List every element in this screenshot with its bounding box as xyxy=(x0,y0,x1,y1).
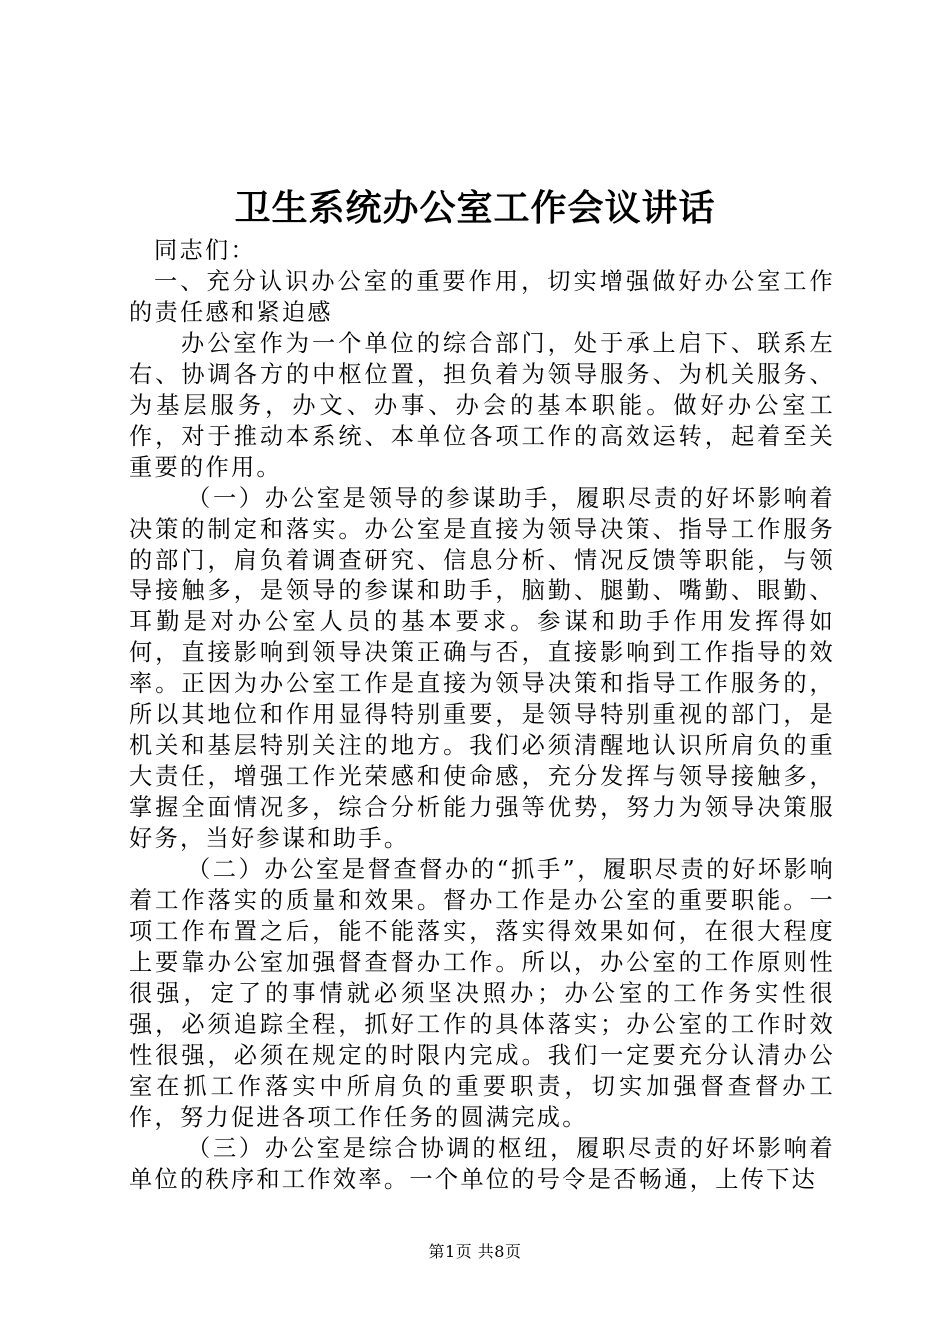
body-paragraph: （一）办公室是领导的参谋助手，履职尽责的好坏影响着决策的制定和落实。办公室是直接为领导决策、指导工作服务的部门，肩负着调查研究、信息分析、情况反馈等职能，与领导接触多，是领导的参谋和助手，脑勤、腿勤、嘴勤、眼勤、耳勤是对办公室人员的基本要求。参谋和助手作用发挥得如何，直接影响到领导决策正确与否，直接影响到工作指导的效率。正因为办公室工作是直接为领导决策和指导工作服务的，所以其地位和作用显得特别重要，是领导特别重视的部门，是机关和基层特别关注的地方。我们必须清醒地认识所肩负的重大责任，增强工作光荣感和使命感，充分发挥与领导接触多，掌握全面情况多，综合分析能力强等优势，努力为领导决策服好务，当好参谋和助手。 xyxy=(129,484,835,853)
page-footer: 第1页 共8页 xyxy=(428,1242,522,1261)
body-paragraph: （三）办公室是综合协调的枢纽，履职尽责的好坏影响着单位的秩序和工作效率。一个单位的号令是否畅通，上传下达 xyxy=(129,1134,835,1193)
salutation-paragraph: 同志们： xyxy=(154,237,256,264)
document-title: 卫生系统办公室工作会议讲话 xyxy=(234,187,716,229)
body-paragraph: 办公室作为一个单位的综合部门，处于承上启下、联系左右、协调各方的中枢位置，担负着为领导服务、为机关服务、为基层服务，办文、办事、办会的基本职能。做好办公室工作，对于推动本系统、本单位各项工作的高效运转，起着至关重要的作用。 xyxy=(129,329,835,481)
section-heading-paragraph: 一、充分认识办公室的重要作用，切实增强做好办公室工作的责任感和紧迫感 xyxy=(129,267,835,326)
body-paragraph: （二）办公室是督查督办的“抓手”，履职尽责的好坏影响着工作落实的质量和效果。督办工作是办公室的重要职能。一项工作布置之后，能不能落实，落实得效果如何，在很大程度上要靠办公室加强督查督办工作。所以，办公室的工作原则性很强，定了的事情就必须坚决照办；办公室的工作务实性很强，必须追踪全程，抓好工作的具体落实；办公室的工作时效性很强，必须在规定的时限内完成。我们一定要充分认清办公室在抓工作落实中所肩负的重要职责，切实加强督查督办工作，努力促进各项工作任务的圆满完成。 xyxy=(129,856,835,1131)
document-body xyxy=(129,236,835,1196)
